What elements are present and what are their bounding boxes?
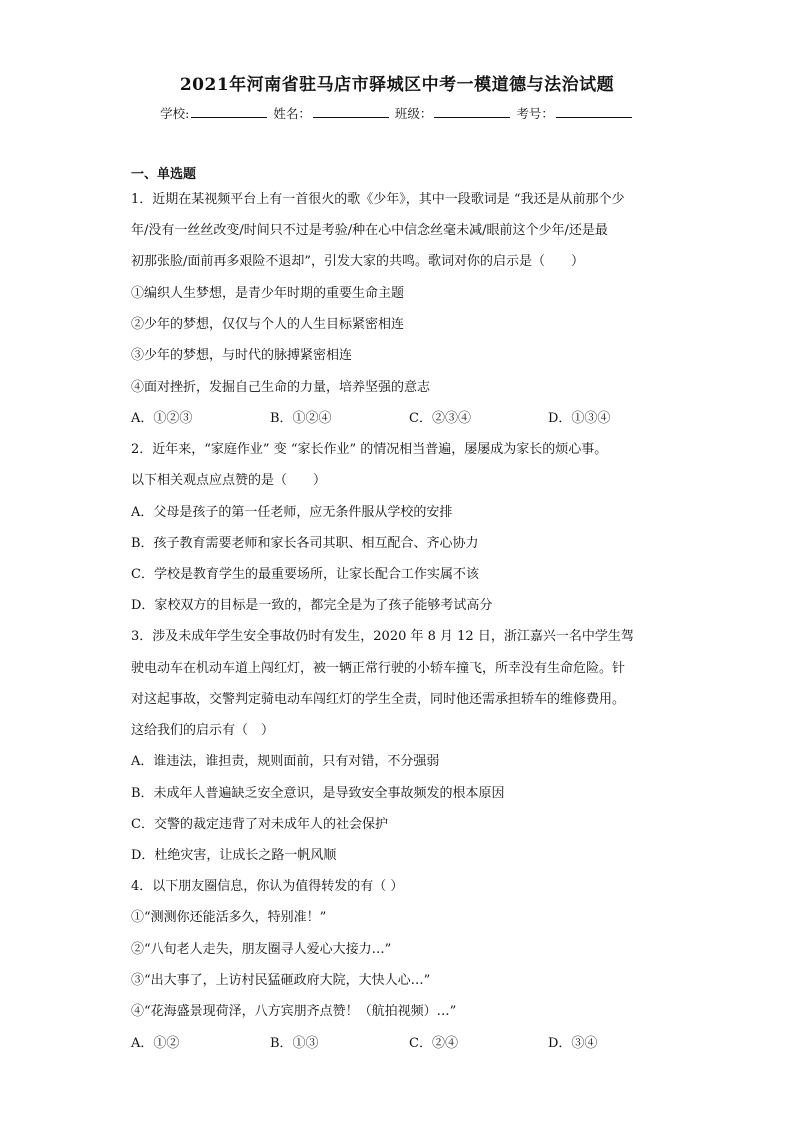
option-a[interactable]: A．谁违法，谁担责，规则面前，只有对错，不分强弱 — [131, 754, 440, 769]
question-text-line: 2．近年来，“家庭作业” 变 “家长作业” 的情况相当普遍，屡屡成为家长的烦心事。 — [131, 442, 608, 457]
option-d[interactable]: D．家校双方的目标是一致的，都完全是为了孩子能够考试高分 — [131, 598, 493, 613]
question-text-line: 对这起事故，交警判定骑电动车闯红灯的学生全责，同时他还需承担轿车的维修费用。 — [131, 692, 626, 707]
option-c[interactable]: C．②③④ — [409, 411, 471, 426]
statement-item: ①编织人生梦想，是青少年时期的重要生命主题 — [131, 286, 405, 301]
page-title: 2021年河南省驻马店市驿城区中考一模道德与法治试题 — [179, 75, 615, 95]
section-heading: 一、单选题 — [131, 167, 197, 182]
option-c[interactable]: C．②④ — [409, 1036, 458, 1051]
question-text-line: 3．涉及未成年学生安全事故仍时有发生，2020 年 8 月 12 日，浙江嘉兴一名中学生驾 — [131, 629, 634, 644]
statement-item: ③“出大事了，上访村民猛砸政府大院，大快人心…” — [131, 973, 431, 988]
statement-item: ③少年的梦想，与时代的脉搏紧密相连 — [131, 348, 353, 363]
exam-number-label: 考号： — [516, 106, 554, 121]
question-text-line: 4．以下朋友圈信息，你认为值得转发的有（ ） — [131, 879, 404, 894]
name-blank — [313, 104, 389, 118]
statement-item: ②少年的梦想，仅仅与个人的人生目标紧密相连 — [131, 317, 405, 332]
statement-item: ④面对挫折，发掘自己生命的力量，培养坚强的意志 — [131, 380, 431, 395]
question-text-line: 初那张脸/面前再多艰险不退却”，引发大家的共鸣。歌词对你的启示是（ ） — [131, 254, 585, 269]
option-b[interactable]: B．孩子教育需要老师和家长各司其职、相互配合、齐心协力 — [131, 536, 479, 551]
option-a[interactable]: A．①②③ — [131, 411, 193, 426]
option-c[interactable]: C．交警的裁定违背了对未成年人的社会保护 — [131, 817, 388, 832]
question-text-line: 年/没有一丝丝改变/时间只不过是考验/种在心中信念丝毫未减/眼前这个少年/还是最 — [131, 223, 608, 238]
option-b[interactable]: B．①③ — [270, 1036, 319, 1051]
option-d[interactable]: D．③④ — [548, 1036, 598, 1051]
option-b[interactable]: B．①②④ — [270, 411, 332, 426]
question-text-line: 1．近期在某视频平台上有一首很火的歌《少年》，其中一段歌词是 “我还是从前那个少 — [131, 192, 625, 207]
option-b[interactable]: B．未成年人普遍缺乏安全意识，是导致安全事故频发的根本原因 — [131, 786, 505, 801]
question-text-line: 以下相关观点应点赞的是（ ） — [131, 473, 327, 488]
student-info-row — [0, 104, 794, 122]
statement-item: ④“花海盛景现荷泽，八方宾朋齐点赞！（航拍视频）…” — [131, 1004, 457, 1019]
option-c[interactable]: C．学校是教育学生的最重要场所，让家长配合工作实属不该 — [131, 567, 479, 582]
question-text-line: 驶电动车在机动车道上闯红灯，被一辆正常行驶的小轿车撞飞，所幸没有生命危险。针 — [131, 661, 626, 676]
statement-item: ①“测测你还能活多久，特别准！” — [131, 910, 327, 925]
option-a[interactable]: A．①② — [131, 1036, 180, 1051]
school-label: 学校: — [160, 106, 190, 121]
option-d[interactable]: D．杜绝灾害，让成长之路一帆风顺 — [131, 848, 337, 863]
option-d[interactable]: D．①③④ — [548, 411, 611, 426]
option-a[interactable]: A．父母是孩子的第一任老师，应无条件服从学校的安排 — [131, 505, 453, 520]
statement-item: ②“八旬老人走失，朋友圈寻人爱心大接力…” — [131, 942, 392, 957]
exam-number-blank — [556, 104, 632, 118]
school-blank — [191, 104, 267, 118]
name-label: 姓名： — [273, 106, 311, 121]
class-blank — [434, 104, 510, 118]
question-text-line: 这给我们的启示有（ ） — [131, 723, 275, 738]
class-label: 班级： — [394, 106, 433, 121]
